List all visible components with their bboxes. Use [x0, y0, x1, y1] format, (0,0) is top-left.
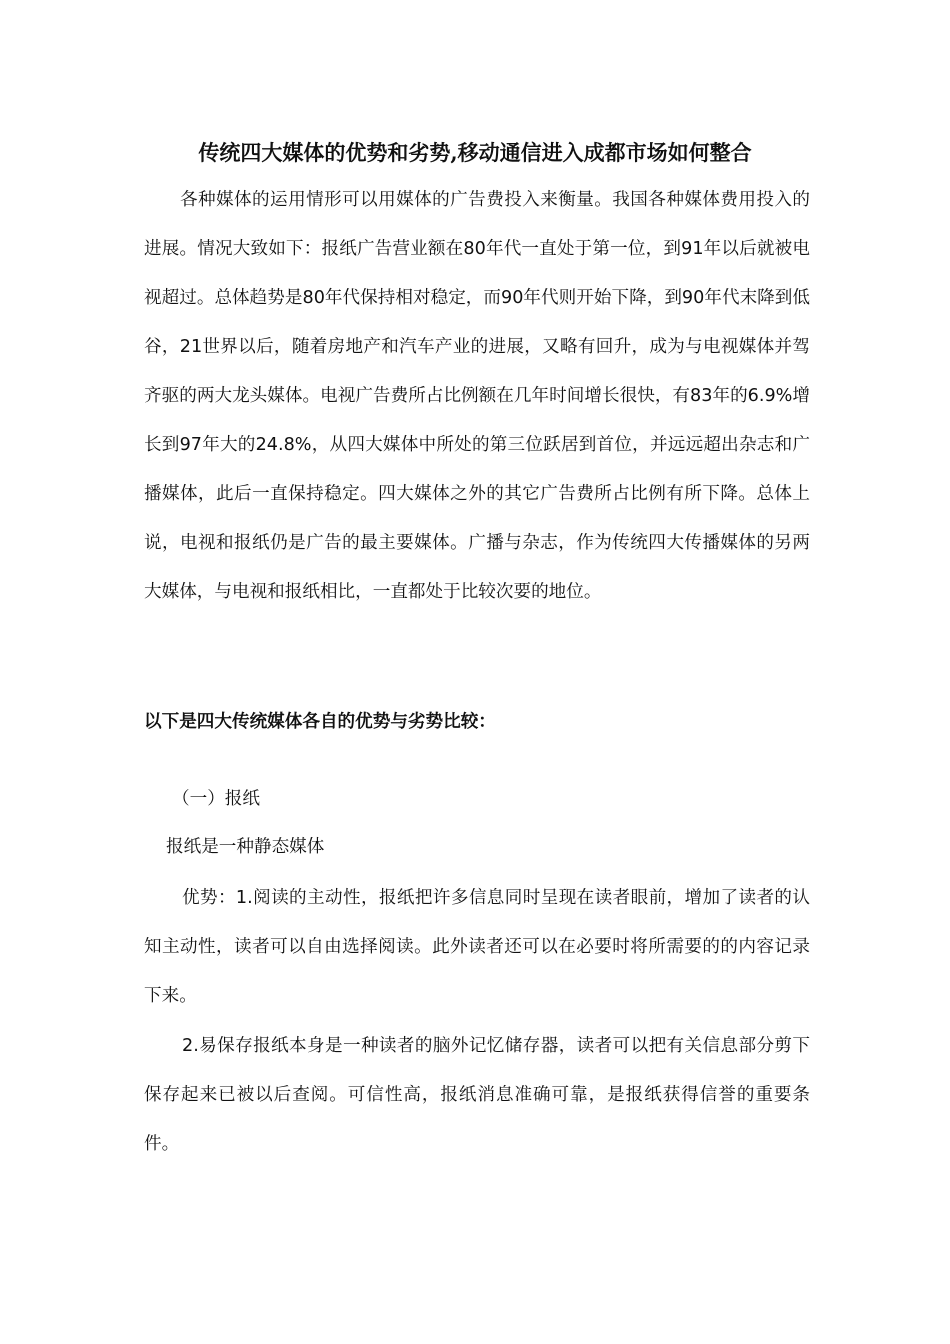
section-subtitle: 报纸是一种静态媒体 — [166, 837, 325, 857]
intro-paragraph: 各种媒体的运用情形可以用媒体的广告费投入来衡量。我国各种媒体费用投入的进展。情况大致如下：报纸广告营业额在80年代一直处于第一位，到91年以后就被电视超过。总体趋势是80年代保持相对稳定，而90年代则开始下降，到90年代末降到低谷，21世界以后，随着房地产和汽车产业的进展，又略有回升，成为与电视媒体并驾齐驱的两大龙头媒体。电视广告费所占比例额在几年时间增长很快，有83年的6.9%增长到97年大的24.8%，从四大媒体中所处的第三位跃居到首位，并远远超出杂志和广播媒体，此后一直保持稳定。四大媒体之外的其它广告费所占比例有所下降。总体上说，电视和报纸仍是广告的最主要媒体。广播与杂志，作为传统四大传播媒体的另两大媒体，与电视和报纸相比，一直都处于比较次要的地位。 — [144, 190, 810, 602]
advantage-paragraph-2: 2.易保存报纸本身是一种读者的脑外记忆储存器，读者可以把有关信息部分剪下保存起来已被以后查阅。可信性高，报纸消息准确可靠，是报纸获得信誉的重要条件。 — [144, 1036, 810, 1154]
document-title: 传统四大媒体的优势和劣势,移动通信进入成都市场如何整合 — [198, 140, 752, 166]
section-title-newspaper: （一）报纸 — [172, 789, 260, 809]
advantage-paragraph-1: 优势：1.阅读的主动性，报纸把许多信息同时呈现在读者眼前，增加了读者的认知主动性，读者可以自由选择阅读。此外读者还可以在必要时将所需要的的内容记录下来。 — [144, 888, 810, 1006]
comparison-heading: 以下是四大传统媒体各自的优势与劣势比较： — [144, 712, 496, 732]
